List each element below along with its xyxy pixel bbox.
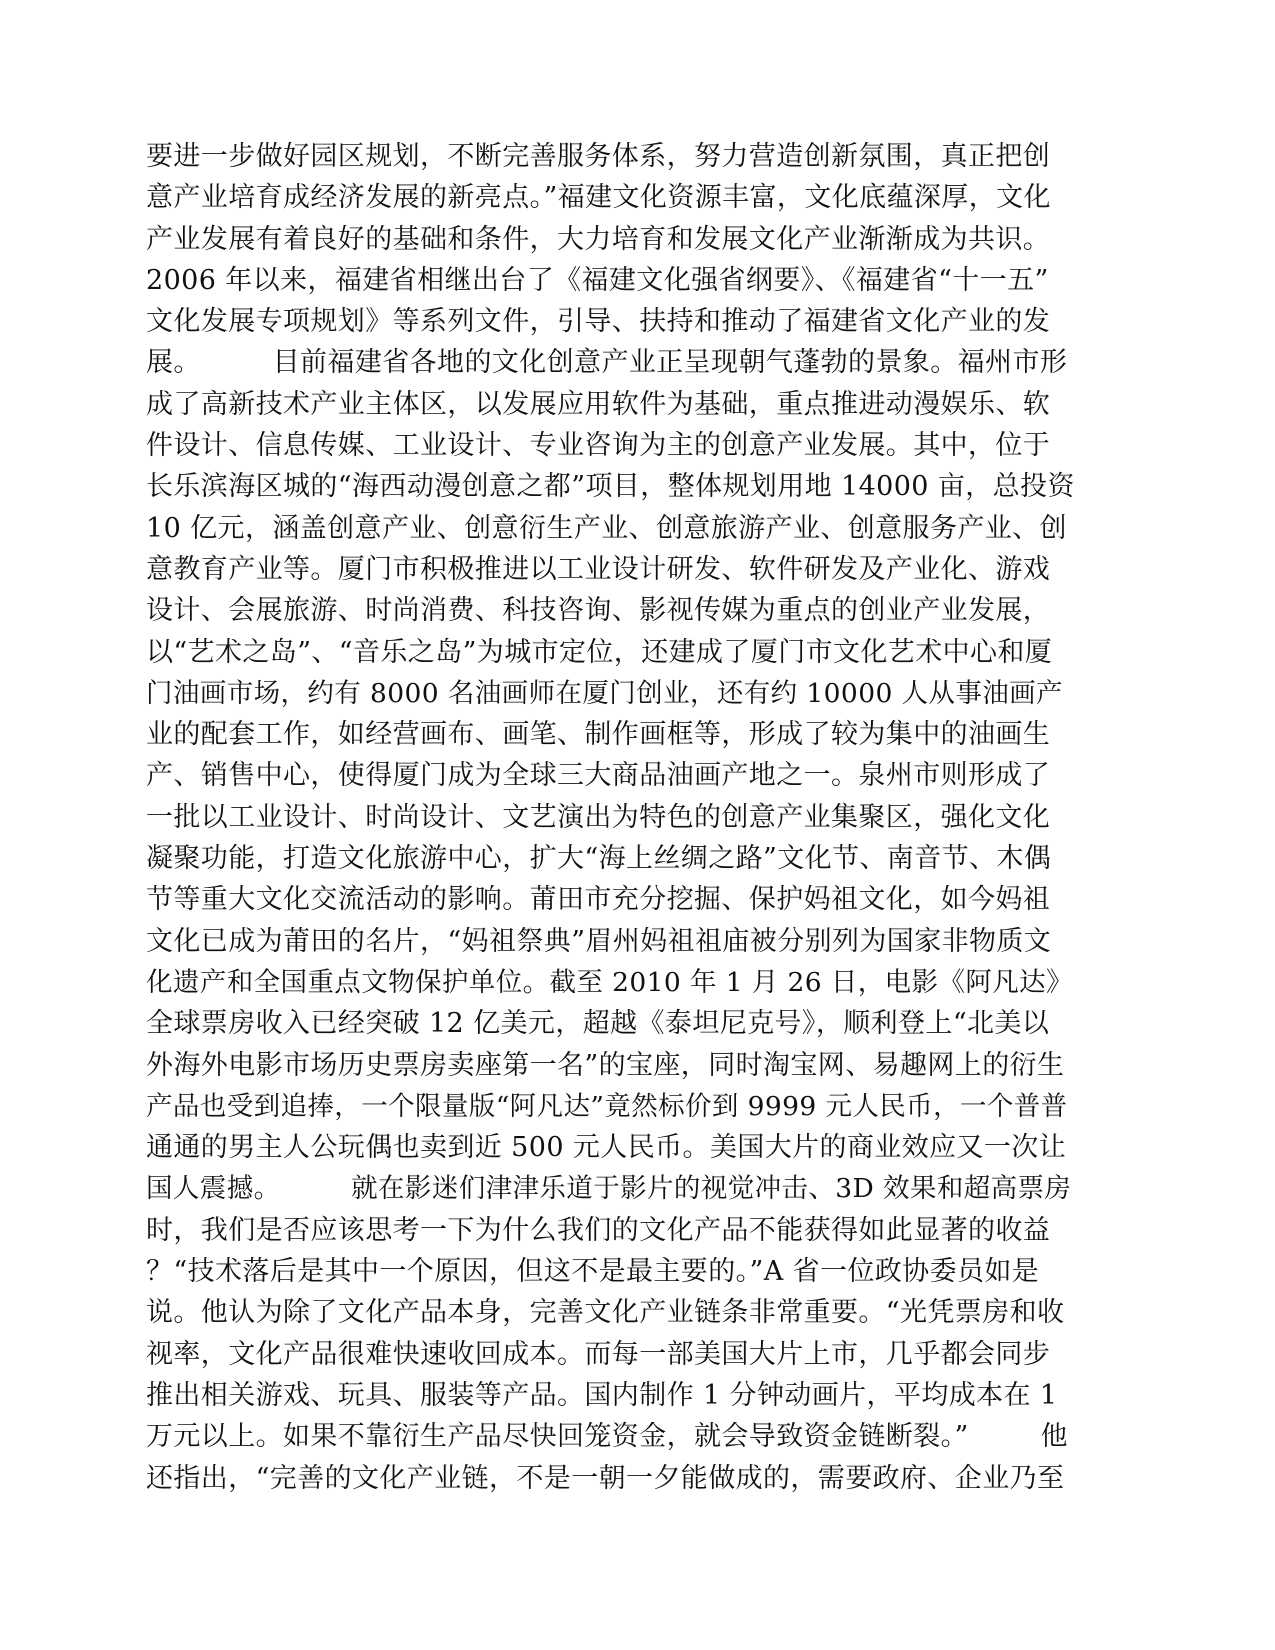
- text-line: 意教育产业等。厦门市积极推进以工业设计研发、软件研发及产业化、游戏: [146, 553, 1051, 585]
- text-line: 文化发展专项规划》等系列文件，引导、扶持和推动了福建省文化产业的发: [146, 306, 1051, 338]
- text-line: 产品也受到追捧，一个限量版“阿凡达”竟然标价到 9999 元人民币，一个普普: [146, 1090, 1068, 1122]
- text-line: 推出相关游戏、玩具、服装等产品。国内制作 1 分钟动画片，平均成本在 1: [146, 1379, 1058, 1411]
- text-line: 成了高新技术产业主体区，以发展应用软件为基础，重点推进动漫娱乐、软: [146, 388, 1051, 420]
- text-line: 凝聚功能，打造文化旅游中心，扩大“海上丝绸之路”文化节、南音节、木偶: [146, 843, 1052, 875]
- text-line: 文化已成为莆田的名片，“妈祖祭典”眉州妈祖祖庙被分别列为国家非物质文: [146, 925, 1052, 957]
- text-line: 意产业培育成经济发展的新亮点。”福建文化资源丰富，文化底蕴深厚，文化: [146, 182, 1051, 214]
- text-line: 设计、会展旅游、时尚消费、科技咨询、影视传媒为重点的创业产业发展，: [146, 595, 1051, 627]
- text-line: 全球票房收入已经突破 12 亿美元，超越《泰坦尼克号》，顺利登上“北美以: [146, 1008, 1050, 1040]
- text-line: 时，我们是否应该思考一下为什么我们的文化产品不能获得如此显著的收益: [146, 1214, 1051, 1246]
- text-line: 件设计、信息传媒、工业设计、专业咨询为主的创意产业发展。其中，位于: [146, 430, 1051, 462]
- text-line: 产、销售中心，使得厦门成为全球三大商品油画产地之一。泉州市则形成了: [146, 760, 1051, 792]
- text-line: 业的配套工作，如经营画布、画笔、制作画框等，形成了较为集中的油画生: [146, 719, 1051, 751]
- text-line: 视率，文化产品很难快速收回成本。而每一部美国大片上市，几乎都会同步: [146, 1338, 1051, 1370]
- text-line: 一批以工业设计、时尚设计、文艺演出为特色的创意产业集聚区，强化文化: [146, 801, 1051, 833]
- text-line: 10 亿元，涵盖创意产业、创意衍生产业、创意旅游产业、创意服务产业、创: [146, 512, 1067, 544]
- text-line: ？“技术落后是其中一个原因，但这不是最主要的。”A 省一位政协委员如是: [146, 1256, 1040, 1288]
- text-line: 外海外电影市场历史票房卖座第一名”的宝座，同时淘宝网、易趣网上的衍生: [146, 1049, 1065, 1081]
- text-line: 展。 目前福建省各地的文化创意产业正呈现朝气蓬勃的景象。福州市形: [146, 347, 1068, 379]
- document-page: [146, 136, 1076, 1536]
- text-line: 节等重大文化交流活动的影响。莆田市充分挖掘、保护妈祖文化，如今妈祖: [146, 884, 1051, 916]
- text-line: 化遗产和全国重点文物保护单位。截至 2010 年 1 月 26 日，电影《阿凡达》: [146, 966, 1073, 998]
- text-line: 长乐滨海区城的“海西动漫创意之都”项目，整体规划用地 14000 亩，总投资: [146, 471, 1075, 503]
- text-line: 以“艺术之岛”、“音乐之岛”为城市定位，还建成了厦门市文化艺术中心和厦: [146, 636, 1053, 668]
- text-line: 产业发展有着良好的基础和条件，大力培育和发展文化产业渐渐成为共识。: [146, 223, 1051, 255]
- text-line: 说。他认为除了文化产品本身，完善文化产业链条非常重要。“光凭票房和收: [146, 1297, 1065, 1329]
- text-line: 万元以上。如果不靠衍生产品尽快回笼资金，就会导致资金链断裂。” 他: [146, 1421, 1068, 1453]
- text-line: 2006 年以来，福建省相继出台了《福建文化强省纲要》、《福建省“十一五”: [146, 264, 1049, 296]
- body-text: [146, 136, 1076, 1499]
- text-line: 通通的男主人公玩偶也卖到近 500 元人民币。美国大片的商业效应又一次让: [146, 1132, 1067, 1164]
- text-line: 国人震撼。 就在影迷们津津乐道于影片的视觉冲击、3D 效果和超高票房: [146, 1173, 1072, 1205]
- text-line: 要进一步做好园区规划，不断完善服务体系，努力营造创新氛围，真正把创: [146, 141, 1051, 172]
- text-line: 还指出，“完善的文化产业链，不是一朝一夕能做成的，需要政府、企业乃至: [146, 1462, 1065, 1494]
- text-line: 门油画市场，约有 8000 名油画师在厦门创业，还有约 10000 人从事油画产: [146, 677, 1063, 709]
